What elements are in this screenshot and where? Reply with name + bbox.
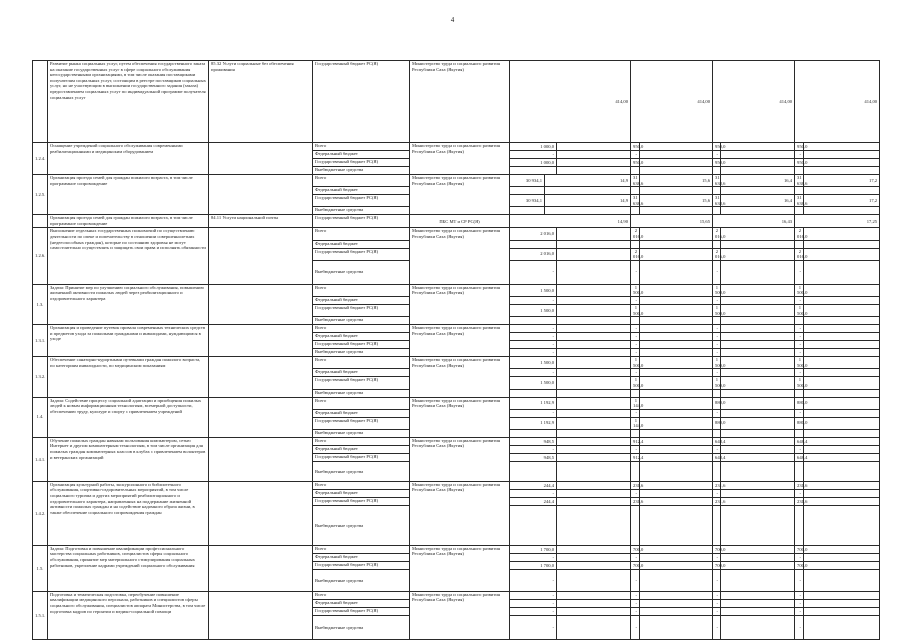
table-row: Внебюджетные средства - - - - [33, 260, 887, 284]
funding-source: Государственный бюджет РС(Я) [313, 453, 410, 461]
value-cell: 231,6 [795, 497, 804, 505]
value-cell: 1 500,0 [713, 377, 721, 389]
value-cell: 1 144,0 [631, 397, 640, 409]
value-cell: 231,6 [631, 481, 640, 489]
row-index: 1.3.1. [33, 325, 48, 357]
value-cell: 950,0 [713, 143, 721, 151]
value-cell: 880,0 [795, 417, 804, 429]
row-description: Организация культурной работы, экскурсионного и библиотечного обслуживания, спортивно-оздоровительных мероприятий, в том числе социального туризма и других мероприятий реабилитационного и оздоровительного характера, направленных на поддержание жизненной активности пожилых граждан и на содействие надомного образа жизни, в также обеспечение социального сопровождения граждан [48, 481, 209, 545]
value-cell: 950,0 [631, 159, 640, 167]
value-cell: 1 500,0 [795, 304, 804, 316]
value-cell: 17,2 [804, 175, 880, 187]
row-description: Организация проезда семей для граждан пожилого возраста, в том числе программное сопровождение [48, 175, 209, 215]
row-description: Оснащение учреждений социального обслуживания современными реабилитационными и медицинским оборудованием [48, 143, 209, 175]
value-cell: 700,0 [795, 561, 804, 569]
table-row [33, 143, 887, 151]
value-cell: 1 000,0 [510, 159, 557, 167]
executor: Министерство труда и социального развития Республики Саха (Якутия) [410, 228, 510, 284]
value-cell: 17,25 [795, 215, 880, 228]
value-cell: 31 638,6 [795, 195, 804, 207]
row-description: Организация и проведение путевок провала современных технических средств и предметов ухода за пожилыми гражданами и инвалидами, нуждающимся в уходе [48, 325, 209, 357]
table-row: Федеральный бюджет - - - - [33, 409, 887, 417]
value-cell: 14,90 [510, 215, 631, 228]
funding-source: Всего [313, 175, 410, 187]
value-cell: 912,4 [631, 437, 640, 445]
row-description: Задача: Содействие процессу социальной адаптации и приобщения пожилых людей к новым информационным технологиям, всемерной доступности, обеспечению труду, культуре и спорту с привлечением учреждений [48, 397, 209, 437]
value-cell: 244,4 [510, 497, 557, 505]
table-row [33, 437, 887, 445]
value-cell: 2 016,0 [795, 248, 804, 260]
funding-source: Федеральный бюджет [313, 187, 410, 195]
value-cell: 948,5 [510, 437, 557, 445]
funding-source: Государственный бюджет РС(Я) [313, 497, 410, 505]
executor: ПБС МТ и СР РС(Я) [410, 215, 510, 228]
table-row: Внебюджетные средства - - - - [33, 349, 887, 357]
value-cell: 1 500,0 [631, 357, 640, 369]
executor: Министерство труда и социального развития Республики Саха (Якутия) [410, 437, 510, 481]
funding-source: Федеральный бюджет [313, 151, 410, 159]
funding-source: Федеральный бюджет [313, 599, 410, 607]
funding-source: Федеральный бюджет [313, 445, 410, 453]
funding-source: Федеральный бюджет [313, 409, 410, 417]
value-cell: 2 016,0 [713, 228, 721, 240]
table-row: Государственный бюджет РС(Я) - - - - [33, 607, 887, 615]
row-index: 1.2.4. [33, 143, 48, 175]
table-row: Федеральный бюджет - - - - [33, 296, 887, 304]
funding-source: Государственный бюджет РС(Я) [313, 248, 410, 260]
table-row [33, 215, 887, 228]
value-cell: 700,0 [795, 545, 804, 553]
value-cell: 648,4 [795, 437, 804, 445]
funding-source: Внебюджетные средства [313, 349, 410, 357]
funding-source: Внебюджетные средства [313, 207, 410, 215]
funding-source: Всего [313, 325, 410, 333]
row-description: Обеспечение санаторно-курортными путевками граждан пожилого возраста, по категориям инвалидности, по медицинским показаниям [48, 357, 209, 397]
value-cell: 950,0 [713, 159, 721, 167]
table-row: Федеральный бюджет - - - - [33, 599, 887, 607]
funding-source: Государственный бюджет РС(Я) [313, 215, 410, 228]
funding-source: Внебюджетные средства [313, 167, 410, 175]
value-cell: 231,6 [631, 497, 640, 505]
value-cell: 31 638,6 [713, 175, 721, 187]
value-cell: 950,0 [795, 159, 804, 167]
value-cell: 414,00 [510, 61, 631, 143]
row-index: 1.4. [33, 397, 48, 437]
table-row: Федеральный бюджет - - - - [33, 151, 887, 159]
executor: Министерство труда и социального развития Республики Саха (Якутия) [410, 175, 510, 215]
value-cell: 1 192,9 [510, 417, 557, 429]
value-cell: 16,43 [713, 215, 795, 228]
table-row [33, 545, 887, 553]
table-row [33, 357, 887, 369]
funding-source: Внебюджетные средства [313, 260, 410, 284]
row-description: Выполнение отдельных государственных полномочий по осуществлению деятельности по опеке и попечительству в отношении совершеннолетних (недееспособных граждан), которые по состоянию здоровья не могут самостоятельно осуществлять и защищать свои права и исполнять обязанности [48, 228, 209, 284]
funding-source: Государственный бюджет РС(Я) [313, 61, 410, 143]
executor: Министерство труда и социального развития Республики Саха (Якутия) [410, 591, 510, 639]
funding-source: Государственный бюджет РС(Я) [313, 561, 410, 569]
value-cell: 31 638,6 [713, 195, 721, 207]
executor: Министерство труда и социального развития Республики Саха (Якутия) [410, 357, 510, 397]
table-row [33, 284, 887, 296]
value-cell: 1 500,0 [510, 357, 557, 369]
executor: Министерство труда и социального развития Республики Саха (Якутия) [410, 481, 510, 545]
table-row [33, 481, 887, 489]
funding-source: Государственный бюджет РС(Я) [313, 607, 410, 615]
value-cell: 700,0 [713, 545, 721, 553]
value-cell: 231,6 [713, 497, 721, 505]
funding-source: Государственный бюджет РС(Я) [313, 304, 410, 316]
funding-source: Федеральный бюджет [313, 240, 410, 248]
value-cell: 231,6 [795, 481, 804, 489]
value-cell: 1 500,0 [713, 357, 721, 369]
value-cell: 1 500,0 [795, 357, 804, 369]
row-description: Подготовка и тематическая подготовка, переобучение повышение квалификации медицинского персонала, работников и специалистов сферы социального обслуживания, специалистов аппарата Министерства, в том числе подготовка кадров по геронтии и медико-социальной помощи [48, 591, 209, 639]
value-cell: 1 500,0 [795, 377, 804, 389]
value-cell: 1 500,0 [713, 284, 721, 296]
value-cell: 648,4 [713, 437, 721, 445]
value-cell: 1 500,0 [510, 377, 557, 389]
service-code: 84.11 Услуги национальной почты [209, 215, 313, 228]
table-row: Внебюджетные средства - - - - [33, 569, 887, 591]
value-cell: 15,6 [640, 195, 713, 207]
value-cell: 31 638,6 [631, 195, 640, 207]
value-cell: 2 016,0 [631, 248, 640, 260]
table-row: Государственный бюджет РС(Я) - - - - [33, 341, 887, 349]
row-index: 1.2.5. [33, 175, 48, 215]
value-cell: 912,4 [631, 453, 640, 461]
executor: Министерство труда и социального развития Республики Саха (Якутия) [410, 143, 510, 175]
value-cell: 880,0 [713, 417, 721, 429]
table-row: Внебюджетные средства - - - - [33, 615, 887, 639]
executor: Министерство труда и социального развития Республики Саха (Якутия) [410, 325, 510, 357]
value-cell: 1 700,0 [510, 545, 557, 553]
value-cell: 2 016,0 [631, 228, 640, 240]
funding-source: Федеральный бюджет [313, 553, 410, 561]
table-row: 1.3.1. Организация и проведение путевок провала современных технических средств и предметов ухода за пожилыми гражданами и инвалидами, нуждающимся в уходе Всего Министерство труда и социального развития Республики Саха (Якутия) - - - - [33, 325, 887, 333]
value-cell: 31 638,6 [795, 175, 804, 187]
value-cell: 31 638,6 [631, 175, 640, 187]
funding-source: Федеральный бюджет [313, 296, 410, 304]
funding-source: Государственный бюджет РС(Я) [313, 377, 410, 389]
table-row [33, 397, 887, 409]
row-index: 1.4.1. [33, 437, 48, 481]
funding-source: Всего [313, 397, 410, 409]
value-cell: 14,9 [545, 175, 631, 187]
value-cell: 2 016,0 [795, 228, 804, 240]
value-cell: 880,0 [795, 397, 804, 409]
value-cell: 1 500,0 [713, 304, 721, 316]
executor: Министерство труда и социального развития Республики Саха (Якутия) [410, 545, 510, 591]
value-cell: 648,4 [713, 453, 721, 461]
value-cell: 414,00 [713, 61, 795, 143]
row-description: Задача: Подготовка и повышение квалификации профессионального мастерства социальных работников, специалистов сферы социального обслуживания, принятие мер материального стимулирования социальных работников, укрепление кадрами учреждений социального обслуживания [48, 545, 209, 591]
table-row [33, 175, 887, 187]
value-cell: 2 016,0 [510, 228, 557, 240]
table-row: Федеральный бюджет - - - - [33, 553, 887, 561]
table-row: Федеральный бюджет - - - - [33, 333, 887, 341]
value-cell: 1 000,0 [510, 143, 557, 151]
service-code: 85.32 Услуги социальные без обеспечения проживания [209, 61, 313, 143]
value-cell: 16,4 [721, 195, 795, 207]
funding-source: Всего [313, 545, 410, 553]
value-cell: 1 500,0 [795, 284, 804, 296]
row-index: 1.5.1. [33, 591, 48, 639]
funding-source: Внебюджетные средства [313, 429, 410, 437]
funding-source: Всего [313, 481, 410, 489]
value-cell: 30 934,1 [510, 195, 545, 207]
funding-source: Федеральный бюджет [313, 369, 410, 377]
value-cell: 648,4 [795, 453, 804, 461]
value-cell: 17,2 [804, 195, 880, 207]
funding-source: Федеральный бюджет [313, 333, 410, 341]
funding-source: Внебюджетные средства [313, 461, 410, 481]
value-cell: 2 016,0 [510, 248, 557, 260]
row-index: 1.2.6. [33, 228, 48, 284]
executor: Министерство труда и социального развития Республики Саха (Якутия) [410, 284, 510, 324]
executor: Министерство труда и социального развития Республики Саха (Якутия) [410, 61, 510, 143]
value-cell: 1 500,0 [631, 284, 640, 296]
row-description: Обучение пожилых граждан навыкам пользования компьютером, сетью Интернет и другим компьютерным технологиям, в том числе организация для пожилых граждан компьютерных классов в клубах с привлечением волонтеров и ветеранских организаций [48, 437, 209, 481]
table-row [33, 61, 887, 143]
value-cell: 2 016,0 [713, 248, 721, 260]
value-cell: 16,4 [721, 175, 795, 187]
funding-source: Всего [313, 591, 410, 599]
funding-source: Внебюджетные средства [313, 615, 410, 639]
value-cell: 1 192,9 [510, 397, 557, 409]
table-row: Федеральный бюджет - - - - [33, 369, 887, 377]
row-index: 1.3.2. [33, 357, 48, 397]
value-cell: 15,6 [640, 175, 713, 187]
row-index: 1.4.2. [33, 481, 48, 545]
page-number: 4 [450, 16, 455, 24]
value-cell: 700,0 [631, 545, 640, 553]
row-description: Задача: Принятие мер по улучшению социального обслуживания, повышению жизненной активности пожилых людей через реабилитационного и оздоровительного характера [48, 284, 209, 324]
value-cell: 948,5 [510, 453, 557, 461]
funding-source: Внебюджетные средства [313, 389, 410, 397]
value-cell: 1 500,0 [510, 304, 557, 316]
row-description: Организация проезда семей для граждан пожилого возраста, в том числе программное сопровождение [48, 215, 209, 228]
value-cell: 700,0 [631, 561, 640, 569]
value-cell: 15,65 [631, 215, 713, 228]
value-cell: 700,0 [713, 561, 721, 569]
value-cell: 1 500,0 [631, 377, 640, 389]
funding-source: Всего [313, 357, 410, 369]
funding-source: Всего [313, 143, 410, 151]
value-cell: 414,00 [795, 61, 880, 143]
funding-source: Всего [313, 228, 410, 240]
funding-source: Государственный бюджет РС(Я) [313, 195, 410, 207]
funding-source: Внебюджетные средства [313, 317, 410, 325]
funding-source: Всего [313, 284, 410, 296]
funding-source: Государственный бюджет РС(Я) [313, 159, 410, 167]
table-row [33, 228, 887, 240]
value-cell: 244,4 [510, 481, 557, 489]
value-cell: 950,0 [795, 143, 804, 151]
value-cell: 14,9 [545, 195, 631, 207]
value-cell: 1 500,0 [631, 304, 640, 316]
row-description: Развитие рынка социальных услуг, путем обеспечения государственного заказа на оказание государственных услуг в сфере социального обслуживания негосударственными организациями, в том числе оказания поставщиками получателям социальных услуг, состоящим в реестре поставщиков социальных услуг, но не участвующим в выполнении государственного задания (заказа) предоставлением социальных услуг по индивидуальной программе получателя социальных услуг [48, 61, 209, 143]
row-index: 1.5. [33, 545, 48, 591]
value-cell: 231,6 [713, 481, 721, 489]
funding-source: Внебюджетные средства [313, 505, 410, 545]
funding-source: Внебюджетные средства [313, 569, 410, 591]
value-cell: 30 934,1 [510, 175, 545, 187]
row-index: 1.3. [33, 284, 48, 324]
table-row: 1.5.1. Подготовка и тематическая подготовка, переобучение повышение квалификации медицинского персонала, работников и специалистов сферы социального обслуживания, специалистов аппарата Министерства, в том числе подготовка кадров по геронтии и медико-социальной помощи Всего Министерство труда и социального развития Республики Саха (Якутия) - - - - [33, 591, 887, 599]
value-cell: 414,00 [631, 61, 713, 143]
table-row: Федеральный бюджет - - - - [33, 445, 887, 453]
value-cell: 1 500,0 [510, 284, 557, 296]
executor: Министерство труда и социального развития Республики Саха (Якутия) [410, 397, 510, 437]
value-cell: 950,0 [631, 143, 640, 151]
table-row: Федеральный бюджет - - - - [33, 489, 887, 497]
budget-table [32, 60, 887, 640]
funding-source: Всего [313, 437, 410, 445]
value-cell: 1 144,0 [631, 417, 640, 429]
value-cell: 880,0 [713, 397, 721, 409]
funding-source: Государственный бюджет РС(Я) [313, 341, 410, 349]
value-cell: 1 700,0 [510, 561, 557, 569]
funding-source: Федеральный бюджет [313, 489, 410, 497]
funding-source: Государственный бюджет РС(Я) [313, 417, 410, 429]
